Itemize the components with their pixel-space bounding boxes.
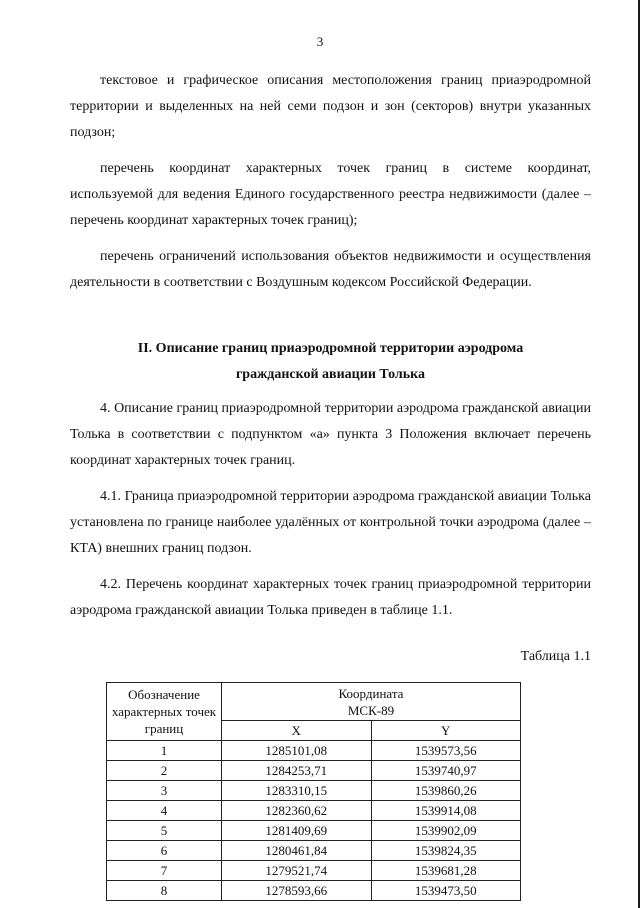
header-coordinate bbox=[222, 683, 521, 721]
coord-y: 1539473,50 bbox=[371, 881, 521, 901]
coordinates-table bbox=[106, 682, 521, 901]
point-number: 2 bbox=[107, 761, 222, 781]
coord-y: 1539740,97 bbox=[371, 761, 521, 781]
header-coordinate-system: МСК-89 bbox=[347, 702, 395, 718]
point-number: 7 bbox=[107, 861, 222, 881]
table-row bbox=[107, 841, 521, 861]
table-row bbox=[107, 801, 521, 821]
coord-x: 1283310,15 bbox=[222, 781, 372, 801]
coord-x: 1284253,71 bbox=[222, 761, 372, 781]
point-number: 3 bbox=[107, 781, 222, 801]
coord-x: 1285101,08 bbox=[222, 741, 372, 761]
point-number: 5 bbox=[107, 821, 222, 841]
document-body bbox=[70, 68, 591, 901]
header-x: X bbox=[222, 721, 372, 741]
coord-x: 1278593,66 bbox=[222, 881, 372, 901]
coord-y: 1539902,09 bbox=[371, 821, 521, 841]
paragraph-4-1: 4.1. Граница приаэродромной территории аэродрома гражданской авиации Толька установлена по границе наиболее удалённых от контрольной точки аэродрома (далее – КТА) внешних границ подзон. bbox=[70, 489, 591, 556]
table-row bbox=[107, 861, 521, 881]
table-row bbox=[107, 781, 521, 801]
paragraph-intro-3: перечень ограничений использования объектов недвижимости и осуществления деятельности в соответствии с Воздушным кодексом Российской Федерации. bbox=[70, 249, 591, 290]
table-header-row bbox=[107, 683, 521, 721]
coord-y: 1539573,56 bbox=[371, 741, 521, 761]
point-number: 4 bbox=[107, 801, 222, 821]
paragraph-4: 4. Описание границ приаэродромной территории аэродрома гражданской авиации Толька в соответствии с подпунктом «а» пункта 3 Положения включает перечень координат характерных точек границ. bbox=[70, 401, 591, 468]
coord-x: 1281409,69 bbox=[222, 821, 372, 841]
section-heading-line1: II. Описание границ приаэродромной территории аэродрома bbox=[137, 341, 524, 356]
point-number: 1 bbox=[107, 741, 222, 761]
table-row bbox=[107, 881, 521, 901]
coord-y: 1539681,28 bbox=[371, 861, 521, 881]
paragraph-intro-2: перечень координат характерных точек границ в системе координат, используемой для ведения Единого государственного реестра недвижимости (далее – перечень координат характерных точек границ); bbox=[70, 161, 591, 228]
point-number: 8 bbox=[107, 881, 222, 901]
table-row bbox=[107, 761, 521, 781]
coord-x: 1282360,62 bbox=[222, 801, 372, 821]
coord-x: 1279521,74 bbox=[222, 861, 372, 881]
table-caption: Таблица 1.1 bbox=[520, 649, 591, 664]
point-number: 6 bbox=[107, 841, 222, 861]
paragraph-intro-1: текстовое и графическое описания местоположения границ приаэродромной территории и выделенных на ней семи подзон и зон (секторов) внутри указанных подзон; bbox=[70, 73, 591, 140]
section-heading-line2: гражданской авиации Толька bbox=[235, 367, 426, 382]
table-row bbox=[107, 741, 521, 761]
paragraph-4-2: 4.2. Перечень координат характерных точек границ приаэродромной территории аэродрома гражданской авиации Толька приведен в таблице 1.1. bbox=[70, 577, 591, 618]
header-designation: Обозначение характерных точек границ bbox=[107, 683, 222, 741]
table-row bbox=[107, 821, 521, 841]
page-number: 3 bbox=[316, 34, 324, 49]
coord-y: 1539824,35 bbox=[371, 841, 521, 861]
header-y: Y bbox=[371, 721, 521, 741]
header-coordinate-label: Координата bbox=[338, 685, 404, 701]
coord-x: 1280461,84 bbox=[222, 841, 372, 861]
coord-y: 1539914,08 bbox=[371, 801, 521, 821]
coord-y: 1539860,26 bbox=[371, 781, 521, 801]
section-heading bbox=[70, 336, 591, 388]
